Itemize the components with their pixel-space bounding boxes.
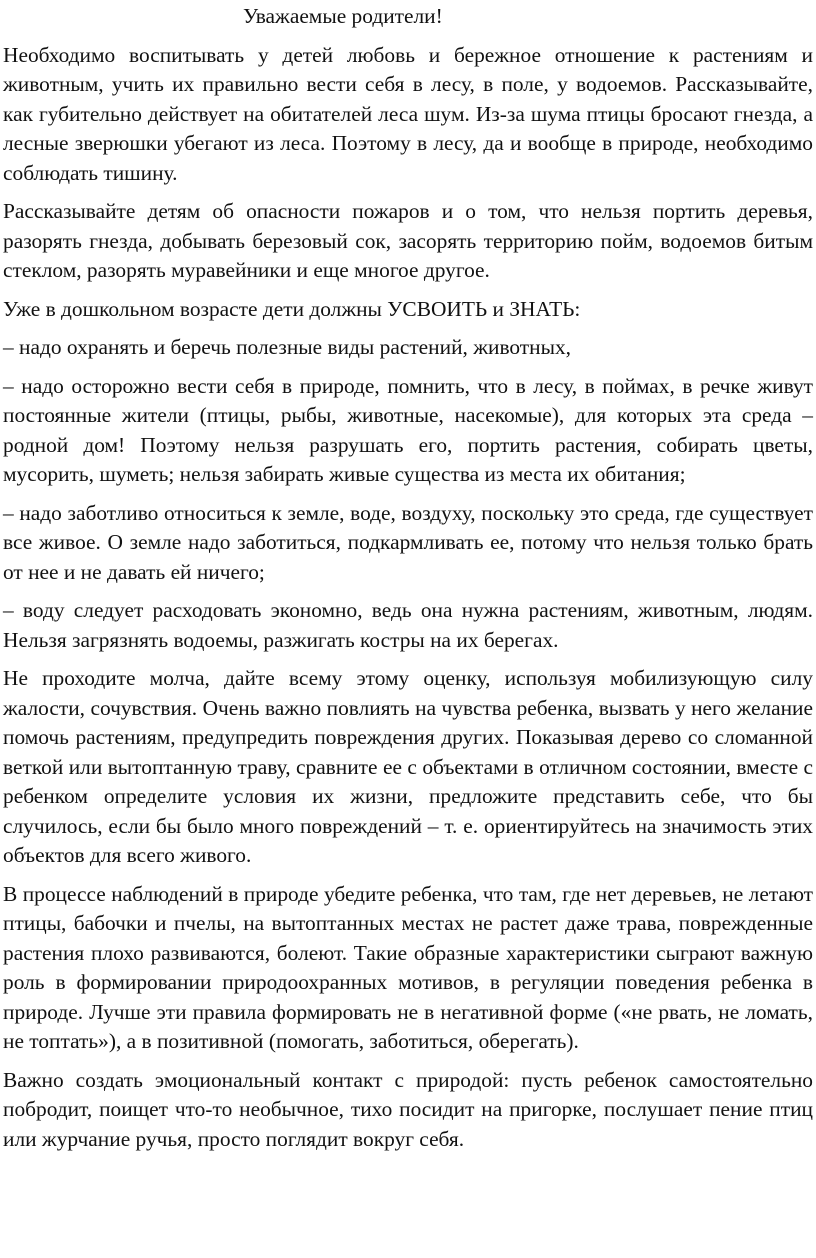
paragraph-fire-danger: Рассказывайте детям об опасности пожаров и о том, что нельзя портить деревья, разорять гнезда, добывать березовый сок, засорять территорию пойм, водоемов битым стеклом, разорять муравейники и еще многое другое. xyxy=(3,199,813,282)
paragraph-must-know: Уже в дошкольном возрасте дети должны УСВОИТЬ и ЗНАТЬ: xyxy=(3,296,581,321)
paragraph-observations: В процессе наблюдений в природе убедите ребенка, что там, где нет деревьев, не летают птицы, бабочки и пчелы, на вытоптанных местах не растет даже трава, поврежденные растения плохо развиваются, болеют. Такие образные характеристики сыграют важную роль в формировании природоохранных мотивов, в регуляции поведения ребенка в природе. Лучше эти правила формировать не в негативной форме («не рвать, не ломать, не топтать»), а в позитивной (помогать, заботиться, оберегать). xyxy=(3,881,813,1053)
document-title: Уважаемые родители! xyxy=(243,4,443,28)
list-item-care-for-earth: – надо заботливо относиться к земле, воде, воздуху, поскольку это среда, где существует все живое. О земле надо заботиться, подкармливать ее, потому что нельзя только брать от нее и не давать ей ничего; xyxy=(3,500,813,584)
paragraph-give-assessment: Не проходите молча, дайте всему этому оценку, используя мобилизующую силу жалости, сочувствия. Очень важно повлиять на чувства ребенка, вызвать у него желание помочь растениям, предупредить повреждения других. Показывая дерево со сломанной веткой или вытоптанную траву, сравните ее с объектами в отличном состоянии, вместе с ребенком определите условия их жизни, предложите представить себе, что бы случилось, если бы было много повреждений – т. е. ориентируйтесь на значимость этих объектов для всего живого. xyxy=(3,666,813,867)
list-item-protect-species: – надо охранять и беречь полезные виды растений, животных, xyxy=(3,335,572,359)
list-item-save-water: – воду следует расходовать экономно, ведь она нужна растениям, животным, людям. Нельзя загрязнять водоемы, разжигать костры на их берегах. xyxy=(3,598,813,652)
paragraph-intro: Необходимо воспитывать у детей любовь и бережное отношение к растениям и животным, учить их правильно вести себя в лесу, в поле, у водоемов. Рассказывайте, как губительно действует на обитателей леса шум. Из-за шума птицы бросают гнезда, а лесные зверюшки убегают из леса. Поэтому в лесу, да и вообще в природе, необходимо соблюдать тишину. xyxy=(3,42,813,185)
list-item-behave-carefully: – надо осторожно вести себя в природе, помнить, что в лесу, в поймах, в речке живут постоянные жители (птицы, рыбы, животные, насекомые), для которых эта среда – родной дом! Поэтому нельзя разрушать его, портить растения, собирать цветы, мусорить, шуметь; нельзя забирать живые существа из места их обитания; xyxy=(3,373,813,486)
paragraph-emotional-contact: Важно создать эмоциональный контакт с природой: пусть ребенок самостоятельно побродит, поищет что-то необычное, тихо посидит на пригорке, послушает пение птиц или журчание ручья, просто поглядит вокруг себя. xyxy=(3,1067,813,1151)
